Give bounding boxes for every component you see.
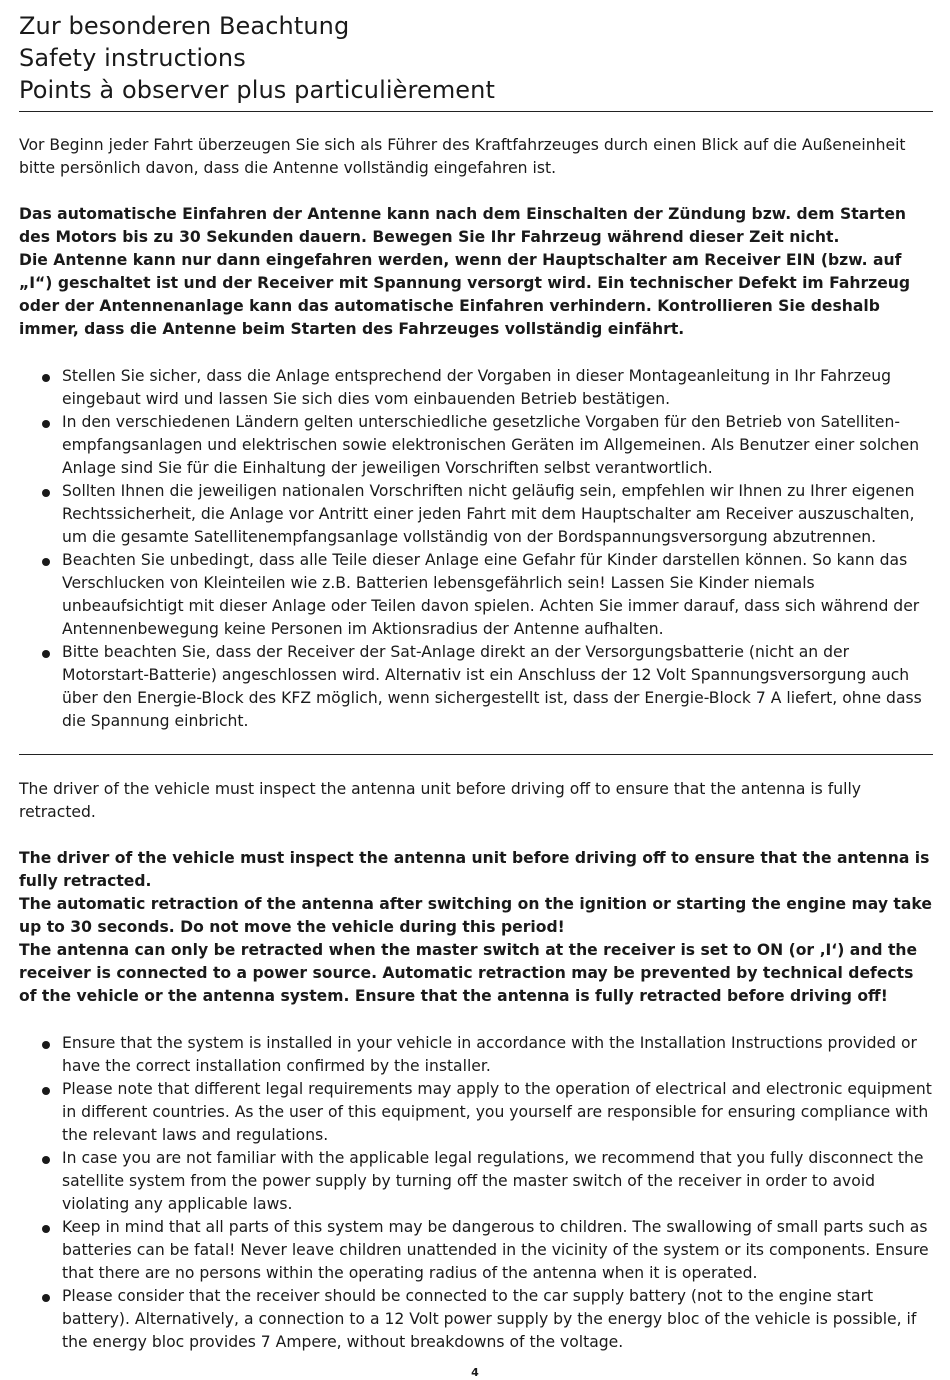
- list-item: [19, 1216, 933, 1285]
- english-bullet-list: [19, 1032, 933, 1354]
- bullet-icon: [42, 420, 50, 428]
- bullet-icon: [42, 1294, 50, 1302]
- list-item: [19, 1032, 933, 1078]
- bullet-icon: [42, 1225, 50, 1233]
- list-item-text: Please consider that the receiver should be connected to the car supply battery (not to the engine start battery). Alternatively, a connection to a 12 Volt power supply by the energy bloc of the vehicle is possible, if the energy bloc provides 7 Ampere, without breakdowns of the voltage.: [62, 1287, 917, 1351]
- list-item-text: In den verschiedenen Ländern gelten unterschiedliche gesetzliche Vorgaben für den Betrieb von Satelliten-empfangsanlagen und elektrischen sowie elektronischen Geräten im Allgemeinen. Als Benutzer einer solchen Anlage sind Sie für die Einhaltung der jeweiligen Vorschriften selbst verantwortlich.: [62, 413, 920, 477]
- german-warning-1: Das automatische Einfahren der Antenne kann nach dem Einschalten der Zündung bzw. dem Starten des Motors bis zu 30 Sekunden dauern. Bewegen Sie Ihr Fahrzeug während dieser Zeit nicht.: [19, 205, 907, 246]
- title-divider: [19, 111, 933, 112]
- bullet-icon: [42, 1156, 50, 1164]
- bullet-icon: [42, 1087, 50, 1095]
- document-page: [19, 10, 933, 1354]
- title-block: [19, 10, 933, 106]
- bullet-icon: [42, 558, 50, 566]
- title-english: Safety instructions: [19, 44, 246, 72]
- english-warning-3: The antenna can only be retracted when the master switch at the receiver is set to ON (or ‚I‘) and the receiver is connected to a power source. Automatic retraction may be prevented by technical defects of the vehicle or the antenna system. Ensure that the antenna is fully retracted before driving off!: [19, 941, 918, 1005]
- list-item: [19, 549, 933, 641]
- list-item-text: Beachten Sie unbedingt, dass alle Teile dieser Anlage eine Gefahr für Kinder darstellen können. So kann das Verschlucken von Kleinteilen wie z.B. Batterien lebensgefährlich sein! Lassen Sie Kinder niemals unbeaufsichtigt mit dieser Anlage oder Teilen davon spielen. Achten Sie immer darauf, dass sich während der Antennenbewegung keine Personen im Aktionsradius der Antenne aufhalten.: [62, 551, 920, 638]
- bullet-icon: [42, 374, 50, 382]
- bullet-icon: [42, 1041, 50, 1049]
- title-german: Zur besonderen Beachtung: [19, 12, 350, 40]
- list-item: [19, 641, 933, 733]
- german-warning-2: Die Antenne kann nur dann eingefahren werden, wenn der Hauptschalter am Receiver EIN (bzw. auf „I“) geschaltet ist und der Receiver mit Spannung versorgt wird. Ein technischer Defekt im Fahrzeug oder der Antennenanlage kann das automatische Einfahren verhindern. Kontrollieren Sie deshalb immer, dass die Antenne beim Starten des Fahrzeuges vollständig einfährt.: [19, 251, 911, 338]
- english-warning-1: The driver of the vehicle must inspect the antenna unit before driving off to ensure that the antenna is fully retracted.: [19, 849, 930, 890]
- list-item: [19, 1285, 933, 1354]
- english-intro: The driver of the vehicle must inspect the antenna unit before driving off to ensure that the antenna is fully retracted.: [19, 780, 862, 821]
- english-warning-2: The automatic retraction of the antenna after switching on the ignition or starting the engine may take up to 30 seconds. Do not move the vehicle during this period!: [19, 895, 932, 936]
- list-item-text: Stellen Sie sicher, dass die Anlage entsprechend der Vorgaben in dieser Montageanleitung in Ihr Fahrzeug eingebaut wird und lassen Sie sich dies vom einbauenden Betrieb bestätigen.: [62, 367, 892, 408]
- list-item-text: Please note that different legal requirements may apply to the operation of electrical and electronic equipment in different countries. As the user of this equipment, you yourself are responsible for ensuring compliance with the relevant laws and regulations.: [62, 1080, 932, 1144]
- list-item-text: In case you are not familiar with the applicable legal regulations, we recommend that you fully disconnect the satellite system from the power supply by turning off the master switch of the receiver in order to avoid violating any applicable laws.: [62, 1149, 924, 1213]
- list-item: [19, 411, 933, 480]
- section-divider: [19, 754, 933, 755]
- list-item: [19, 1147, 933, 1216]
- title-french: Points à observer plus particulièrement: [19, 76, 495, 104]
- list-item-text: Keep in mind that all parts of this system may be dangerous to children. The swallowing of small parts such as batteries can be fatal! Never leave children unattended in the vicinity of the system or its components. Ensure that there are no persons within the operating radius of the antenna when it is operated.: [62, 1218, 929, 1282]
- list-item: [19, 365, 933, 411]
- german-intro: Vor Beginn jeder Fahrt überzeugen Sie sich als Führer des Kraftfahrzeuges durch einen Blick auf die Außeneinheit bitte persönlich davon, dass die Antenne vollständig eingefahren ist.: [19, 136, 906, 177]
- bullet-icon: [42, 650, 50, 658]
- list-item-text: Ensure that the system is installed in your vehicle in accordance with the Installation Instructions provided or have the correct installation confirmed by the installer.: [62, 1034, 917, 1075]
- list-item: [19, 1078, 933, 1147]
- bullet-icon: [42, 489, 50, 497]
- list-item-text: Bitte beachten Sie, dass der Receiver der Sat-Anlage direkt an der Versorgungsbatterie (nicht an der Motorstart-Batterie) angeschlossen wird. Alternativ ist ein Anschluss der 12 Volt Spannungsversorgung auch über den Energie-Block des KFZ möglich, wenn sichergestellt ist, dass der Energie-Block 7 A liefert, ohne dass die Spannung einbricht.: [62, 643, 922, 730]
- list-item: [19, 480, 933, 549]
- german-bullet-list: [19, 365, 933, 733]
- page-number: 4: [471, 1366, 479, 1379]
- list-item-text: Sollten Ihnen die jeweiligen nationalen Vorschriften nicht geläufig sein, empfehlen wir Ihnen zu Ihrer eigenen Rechtssicherheit, die Anlage vor Antritt einer jeden Fahrt mit dem Hauptschalter am Receiver auszuschalten, um die gesamte Satellitenempfangsanlage vollständig von der Bordspannungsversorgung abzutrennen.: [62, 482, 915, 546]
